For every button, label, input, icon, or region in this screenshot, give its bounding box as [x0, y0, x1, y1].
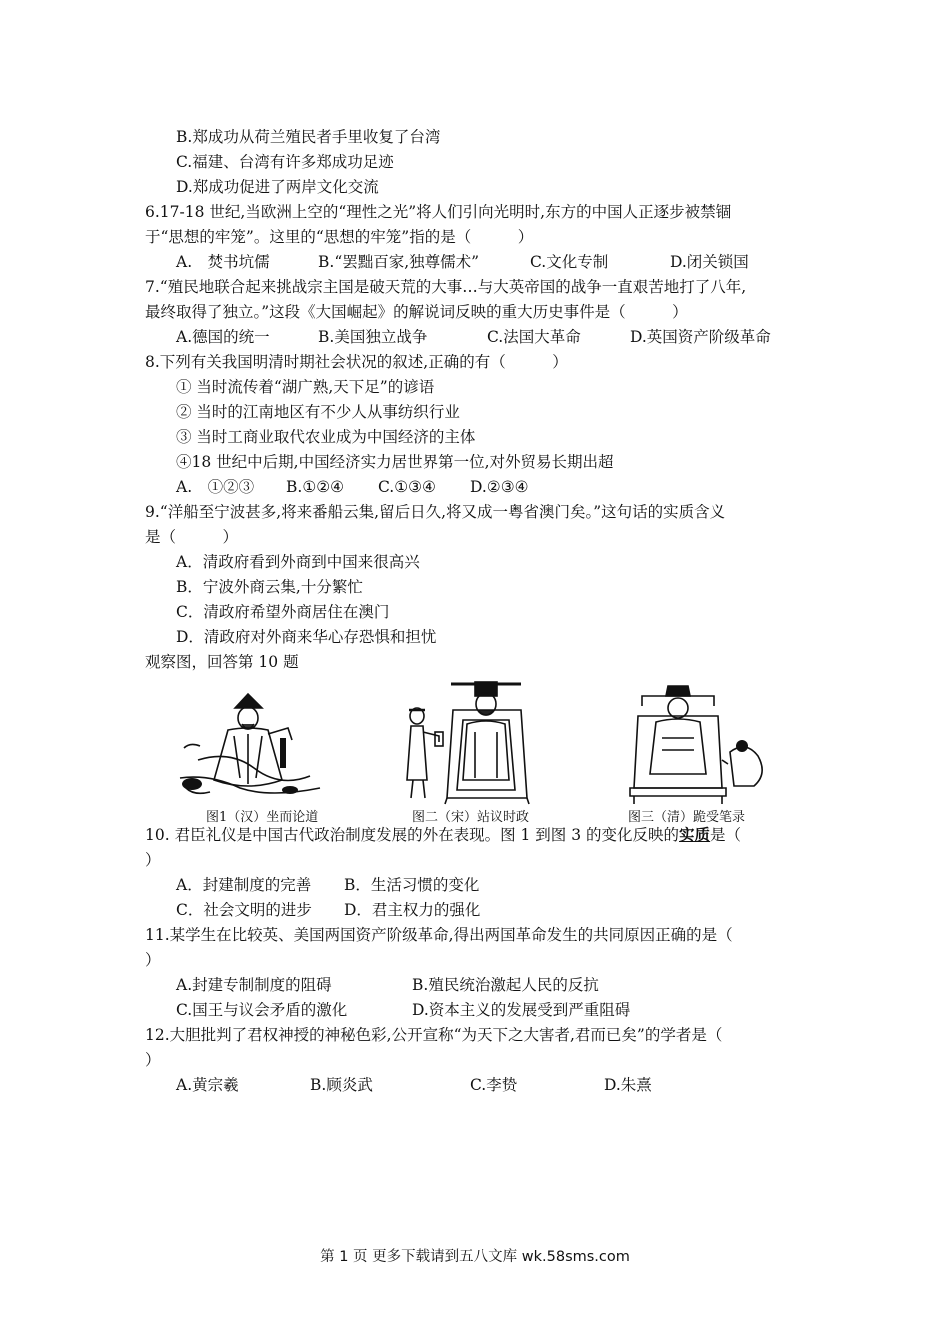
figure-3-caption: 图三（清）跪受笔录	[628, 810, 746, 825]
q10-option-a: A．封建制度的完善	[176, 876, 312, 894]
figure-3-image	[618, 682, 783, 806]
q12-stem-line2: ）	[145, 1051, 161, 1069]
figure-2-caption: 图二（宋）站议时政	[412, 810, 530, 825]
q8-option-b: B.①②④	[286, 478, 345, 496]
q6-option-b: B.“罢黜百家,独尊儒术”	[318, 253, 480, 271]
q11-option-d: D.资本主义的发展受到严重阻碍	[412, 1001, 631, 1019]
q7-option-b: B.美国独立战争	[318, 328, 428, 346]
q5-option-c: C.福建、台湾有许多郑成功足迹	[176, 153, 394, 171]
q8-option-c: C.①③④	[378, 478, 436, 496]
q7-stem-line2: 最终取得了独立。”这段《大国崛起》的解说词反映的重大历史事件是（ ）	[145, 303, 688, 321]
q8-item-4: ④18 世纪中后期,中国经济实力居世界第一位,对外贸易长期出超	[176, 453, 614, 471]
q7-option-a: A.德国的统一	[176, 328, 270, 346]
q12-option-b: B.顾炎武	[310, 1076, 373, 1094]
q11-option-c: C.国王与议会矛盾的激化	[176, 1001, 348, 1019]
q10-option-d: D．君主权力的强化	[344, 901, 481, 919]
q10-stem-line1: 10. 君臣礼仪是中国古代政治制度发展的外在表现。图 1 到图 3 的变化反映的实质是（	[145, 825, 742, 844]
q6-option-a: A. 焚书坑儒	[176, 253, 270, 271]
page-footer: 第 1 页 更多下载请到五八文库 wk.58sms.com	[320, 1249, 630, 1265]
q6-stem-line2: 于“思想的牢笼”。这里的“思想的牢笼”指的是（ ）	[145, 228, 534, 246]
q11-stem-line2: ）	[145, 951, 161, 969]
q9-stem-line2: 是（ ）	[145, 528, 239, 546]
q9-option-d: D．清政府对外商来华心存恐惧和担忧	[176, 628, 437, 646]
q9-stem-line1: 9.“洋船至宁波甚多,将来番船云集,留后日久,将又成一粤省澳门矣。”这句话的实质含义	[145, 503, 726, 521]
q9-option-b: B．宁波外商云集,十分繁忙	[176, 578, 363, 596]
q8-option-d: D.②③④	[470, 478, 529, 496]
q12-stem-line1: 12.大胆批判了君权神授的神秘色彩,公开宣称“为天下之大害者,君而已矣”的学者是（	[145, 1026, 723, 1044]
q8-item-1: ① 当时流传着“湖广熟,天下足”的谚语	[176, 378, 435, 396]
q11-option-b: B.殖民统治激起人民的反抗	[412, 976, 599, 994]
q10-underlined-keyword: 实质	[679, 825, 711, 844]
q6-option-c: C.文化专制	[530, 253, 609, 271]
q5-option-d: D.郑成功促进了两岸文化交流	[176, 178, 379, 196]
observe-instruction: 观察图，回答第 10 题	[145, 653, 299, 671]
q9-option-c: C．清政府希望外商居住在澳门	[176, 603, 390, 621]
q7-stem-line1: 7.“殖民地联合起来挑战宗主国是破天荒的大事…与大英帝国的战争一直艰苦地打了八年,	[145, 278, 747, 296]
q10-option-c: C．社会文明的进步	[176, 901, 312, 919]
q10-option-b: B．生活习惯的变化	[344, 876, 480, 894]
q5-option-b: B.郑成功从荷兰殖民者手里收复了台湾	[176, 128, 441, 146]
q8-item-3: ③ 当时工商业取代农业成为中国经济的主体	[176, 428, 476, 446]
q8-option-a: A. ①②③	[176, 478, 255, 496]
q12-option-d: D.朱熹	[604, 1076, 652, 1094]
q10-stem-line2: ）	[145, 851, 161, 869]
q7-option-d: D.英国资产阶级革命	[630, 328, 771, 346]
q9-option-a: A．清政府看到外商到中国来很高兴	[176, 553, 420, 571]
figure-2-image	[395, 680, 570, 806]
q11-stem-line1: 11.某学生在比较英、美国两国资产阶级革命,得出两国革命发生的共同原因正确的是（	[145, 926, 733, 944]
figure-1-caption: 图1（汉）坐而论道	[206, 810, 319, 825]
q8-item-2: ② 当时的江南地区有不少人从事纺织行业	[176, 403, 460, 421]
figure-1-image	[170, 688, 340, 806]
q7-option-c: C.法国大革命	[487, 328, 581, 346]
q6-stem-line1: 6.17-18 世纪,当欧洲上空的“理性之光”将人们引向光明时,东方的中国人正逐步被禁锢	[145, 203, 732, 221]
q6-option-d: D.闭关锁国	[670, 253, 749, 271]
q12-option-a: A.黄宗羲	[176, 1076, 239, 1094]
q11-option-a: A.封建专制制度的阻碍	[176, 976, 332, 994]
q8-stem: 8.下列有关我国明清时期社会状况的叙述,正确的有（ ）	[145, 353, 568, 371]
q12-option-c: C.李贽	[470, 1076, 518, 1094]
